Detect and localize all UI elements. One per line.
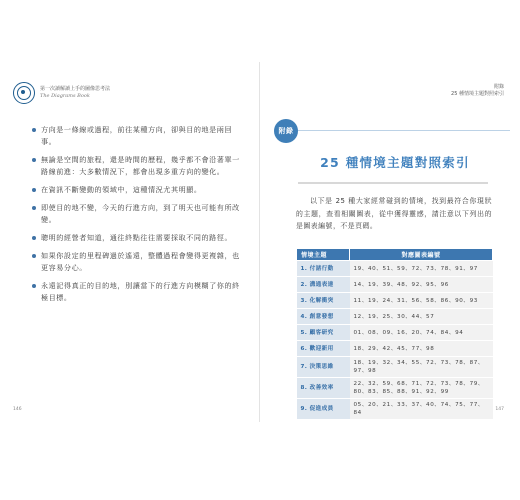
table-row xyxy=(297,309,493,325)
numbers-cell: 18、29、42、45、77、98 xyxy=(350,341,493,357)
table-row xyxy=(297,357,493,378)
topic-cell: 1. 付諸行動 xyxy=(297,261,350,277)
numbers-cell: 14、19、39、48、92、95、96 xyxy=(350,277,493,293)
bullet-item: 即使目的地不變，今天的行進方向，到了明天也可能有所改變。 xyxy=(32,202,244,226)
appendix-badge: 附錄 xyxy=(274,119,298,143)
numbers-cell: 05、20、21、33、37、40、74、75、77、84 xyxy=(350,399,493,420)
topic-cell: 7. 決策思維 xyxy=(297,357,350,378)
left-page xyxy=(0,0,259,500)
bullet-item: 在資訊不斷變動的領域中，這種情況尤其明顯。 xyxy=(32,184,244,196)
header-section: 附錄 xyxy=(493,84,504,90)
topic-cell: 5. 顧客研究 xyxy=(297,325,350,341)
numbers-cell: 19、40、51、59、72、73、78、91、97 xyxy=(350,261,493,277)
column-header-numbers: 對應圖表編號 xyxy=(350,249,493,261)
appendix-tag xyxy=(274,119,298,143)
table-row xyxy=(297,399,493,420)
bullet-list xyxy=(32,124,244,310)
table-row xyxy=(297,293,493,309)
header-chapter: 25 種情境主題對照索引 xyxy=(451,91,504,97)
table-row xyxy=(297,261,493,277)
column-header-topic: 情境主題 xyxy=(297,249,350,261)
gutter-divider xyxy=(259,62,260,422)
bullet-item: 無論是空間的旅程，還是時間的歷程，幾乎都不會沿著單一路線前進：大多數情況下，都會出現多重方向的變化。 xyxy=(32,154,244,178)
table-row xyxy=(297,378,493,399)
appendix-title: 25 種情境主題對照索引 xyxy=(320,155,470,170)
bullet-item: 永遠記得真正的目的地，別讓當下的行進方向模糊了你的終極目標。 xyxy=(32,280,244,304)
book-subtitle: The Diagrams Book xyxy=(40,93,90,99)
numbers-cell: 18、19、32、34、55、72、73、78、87、97、98 xyxy=(350,357,493,378)
topic-cell: 8. 改善效率 xyxy=(297,378,350,399)
tag-rule xyxy=(298,130,510,131)
running-header-right xyxy=(451,84,504,98)
table-row xyxy=(297,277,493,293)
title-rule xyxy=(298,182,488,184)
topic-cell: 4. 創意發想 xyxy=(297,309,350,325)
topic-cell: 2. 溝通表達 xyxy=(297,277,350,293)
topic-index-table xyxy=(296,248,493,420)
running-header-left xyxy=(13,82,110,104)
page-number-left: 146 xyxy=(13,407,22,412)
table-row xyxy=(297,341,493,357)
topic-cell: 9. 促進成員 xyxy=(297,399,350,420)
bullet-item: 方向是一條線或過程，前往某種方向，卻與目的地是兩回事。 xyxy=(32,124,244,148)
bullet-item: 聰明的經營者知道，通往終點往往需要採取不同的路徑。 xyxy=(32,232,244,244)
bullet-item: 如果你設定的里程碑過於遙遠，整體過程會變得更複雜，也更容易分心。 xyxy=(32,250,244,274)
numbers-cell: 11、19、24、31、56、58、86、90、93 xyxy=(350,293,493,309)
topic-cell: 3. 化解衝突 xyxy=(297,293,350,309)
table-header-row xyxy=(297,249,493,261)
book-logo-icon xyxy=(13,82,35,104)
numbers-cell: 01、08、09、16、20、74、84、94 xyxy=(350,325,493,341)
book-title: 第一次讀解讀上手的圖像思考法 xyxy=(40,86,111,92)
numbers-cell: 22、32、59、68、71、72、73、78、79、80、83、85、88、91、92、99 xyxy=(350,378,493,399)
table-row xyxy=(297,325,493,341)
topic-cell: 6. 歡迎新用 xyxy=(297,341,350,357)
intro-paragraph: 以下是 25 種大家經常碰到的情境，找到最符合你現狀的主題，查看相關圖表，從中獲得靈感，請注意以下列出的是圖表編號，不是頁碼。 xyxy=(296,197,492,230)
page-number-right: 147 xyxy=(495,407,504,412)
numbers-cell: 12、19、25、30、44、57 xyxy=(350,309,493,325)
